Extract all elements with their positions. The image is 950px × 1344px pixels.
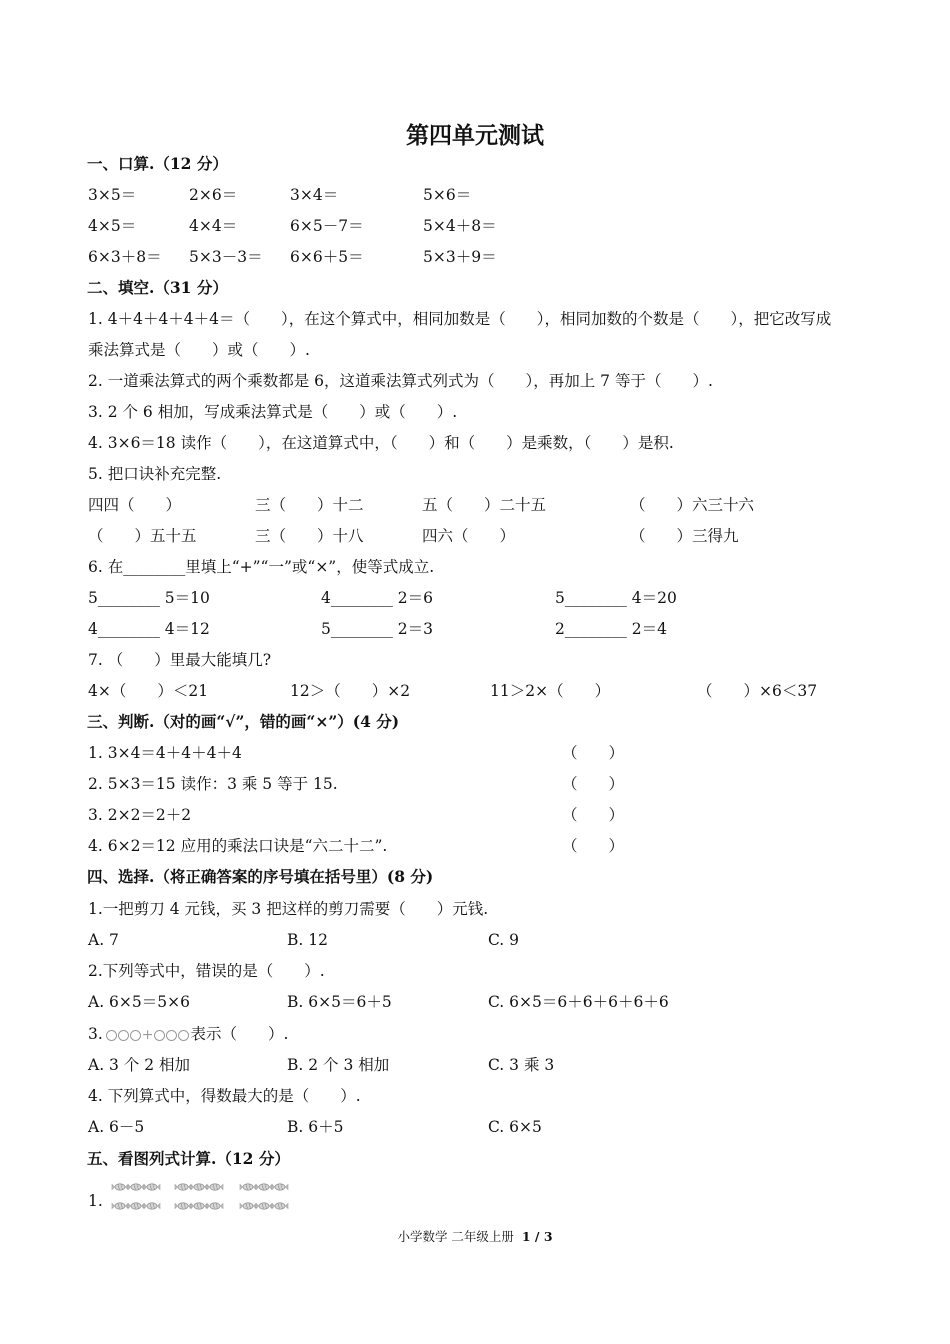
choice-option: C. 6×5 xyxy=(488,1118,542,1136)
oral-calc-item: 5×4＋8＝ xyxy=(423,217,497,235)
section-5-heading: 五、看图列式计算.（12 分） xyxy=(87,1149,290,1168)
picture-question-1: 1. xyxy=(88,1192,103,1210)
inequality-item: 11＞2×（ ） xyxy=(490,682,611,700)
choice-option: C. 6×5＝6＋6＋6＋6＋6 xyxy=(488,993,669,1011)
choice-option: A. 6－5 xyxy=(88,1118,145,1136)
oral-calc-item: 4×5＝ xyxy=(88,217,137,235)
oral-calc-item: 4×4＝ xyxy=(189,217,238,235)
inequality-item: 12＞（ ）×2 xyxy=(290,682,411,700)
judge-blank: （ ） xyxy=(562,744,625,762)
koujue-item: 五（ ）二十五 xyxy=(422,496,547,514)
choice-option: B. 12 xyxy=(287,931,328,949)
sign-item: 4________ 2＝6 xyxy=(321,589,434,607)
choice-question-1: 1.一把剪刀 4 元钱，买 3 把这样的剪刀需要（ ）元钱. xyxy=(88,900,489,918)
oral-calc-item: 2×6＝ xyxy=(189,186,238,204)
sign-item: 5________ 5＝10 xyxy=(88,589,210,607)
footer-subject: 小学数学 二年级上册 xyxy=(397,1229,514,1244)
choice-option: A. 7 xyxy=(88,931,119,949)
page-footer xyxy=(0,1227,950,1245)
page-number: 1 / 3 xyxy=(521,1229,553,1244)
inequality-item: （ ）×6＜37 xyxy=(697,682,818,700)
fill-question-5: 5. 把口诀补充完整. xyxy=(88,465,222,483)
oral-calc-item: 6×3＋8＝ xyxy=(88,248,162,266)
koujue-item: 四四（ ） xyxy=(88,496,182,514)
choice-option: B. 6×5＝6＋5 xyxy=(287,993,392,1011)
judge-blank: （ ） xyxy=(562,837,625,855)
oral-calc-item: 6×6＋5＝ xyxy=(290,248,364,266)
fill-question-3: 3. 2 个 6 相加，写成乘法算式是（ ）或（ ）. xyxy=(88,403,458,421)
candy-group xyxy=(112,1184,160,1209)
sign-item: 4________ 4＝12 xyxy=(88,620,210,638)
koujue-item: （ ）六三十六 xyxy=(630,496,755,514)
oral-calc-item: 3×4＝ xyxy=(290,186,339,204)
fill-question-1: 1. 4＋4＋4＋4＋4＝（ ），在这个算式中，相同加数是（ ），相同加数的个数是（ ），把它改写成 xyxy=(88,310,832,328)
choice-option: A. 6×5＝5×6 xyxy=(88,993,190,1011)
choice-option: B. 6＋5 xyxy=(287,1118,344,1136)
koujue-item: 四六（ ） xyxy=(422,527,516,545)
sign-item: 2________ 2＝4 xyxy=(555,620,668,638)
fill-question-7: 7. （ ）里最大能填几? xyxy=(88,651,272,669)
candy-group xyxy=(240,1184,288,1209)
choice-question-4: 4. 下列算式中，得数最大的是（ ）. xyxy=(88,1087,361,1105)
judge-item: 1. 3×4＝4＋4＋4＋4 xyxy=(88,744,242,762)
page-title: 第四单元测试 xyxy=(406,123,544,149)
section-2-heading: 二、填空.（31 分） xyxy=(87,278,228,297)
question-text: 表示（ ）. xyxy=(190,1025,289,1043)
choice-option: B. 2 个 3 相加 xyxy=(287,1056,390,1074)
section-1-heading: 一、口算.（12 分） xyxy=(87,154,228,173)
fill-question-2: 2. 一道乘法算式的两个乘数都是 6，这道乘法算式列式为（ ），再加上 7 等于（ ）. xyxy=(88,372,713,390)
fill-question-1-cont: 乘法算式是（ ）或（ ）. xyxy=(88,341,310,359)
candy-group xyxy=(175,1184,223,1209)
oral-calc-item: 5×6＝ xyxy=(423,186,472,204)
choice-option: A. 3 个 2 相加 xyxy=(88,1056,191,1074)
question-number: 3. xyxy=(88,1025,103,1043)
judge-item: 3. 2×2＝2＋2 xyxy=(88,806,192,824)
judge-item: 4. 6×2＝12 应用的乘法口诀是“六二十二”. xyxy=(88,837,388,855)
judge-blank: （ ） xyxy=(562,775,625,793)
koujue-item: （ ）五十五 xyxy=(88,527,197,545)
choice-option: C. 3 乘 3 xyxy=(488,1056,555,1074)
choice-question-2: 2.下列等式中，错误的是（ ）. xyxy=(88,962,325,980)
fill-question-6: 6. 在________里填上“+”“一”或“×”，使等式成立. xyxy=(88,558,435,576)
candy-groups-figure xyxy=(110,1178,300,1218)
sign-item: 5________ 2＝3 xyxy=(321,620,434,638)
judge-blank: （ ） xyxy=(562,806,625,824)
koujue-item: （ ）三得九 xyxy=(630,527,739,545)
oral-calc-item: 3×5＝ xyxy=(88,186,137,204)
oral-calc-item: 5×3＋9＝ xyxy=(423,248,497,266)
oral-calc-item: 6×5－7＝ xyxy=(290,217,364,235)
judge-item: 2. 5×3＝15 读作：3 乘 5 等于 15. xyxy=(88,775,338,793)
koujue-item: 三（ ）十二 xyxy=(255,496,364,514)
choice-option: C. 9 xyxy=(488,931,520,949)
section-4-heading: 四、选择.（将正确答案的序号填在括号里）(8 分) xyxy=(87,867,434,886)
koujue-item: 三（ ）十八 xyxy=(255,527,364,545)
fill-question-4: 4. 3×6＝18 读作（ ），在这道算式中，（ ）和（ ）是乘数，（ ）是积. xyxy=(88,434,674,452)
circles-addition-figure: + xyxy=(106,1023,190,1046)
sign-item: 5________ 4＝20 xyxy=(555,589,677,607)
choice-question-3 xyxy=(88,1023,288,1046)
section-3-heading: 三、判断.（对的画“√”，错的画“×”）(4 分) xyxy=(87,712,400,731)
oral-calc-item: 5×3－3＝ xyxy=(189,248,263,266)
inequality-item: 4×（ ）＜21 xyxy=(88,682,209,700)
